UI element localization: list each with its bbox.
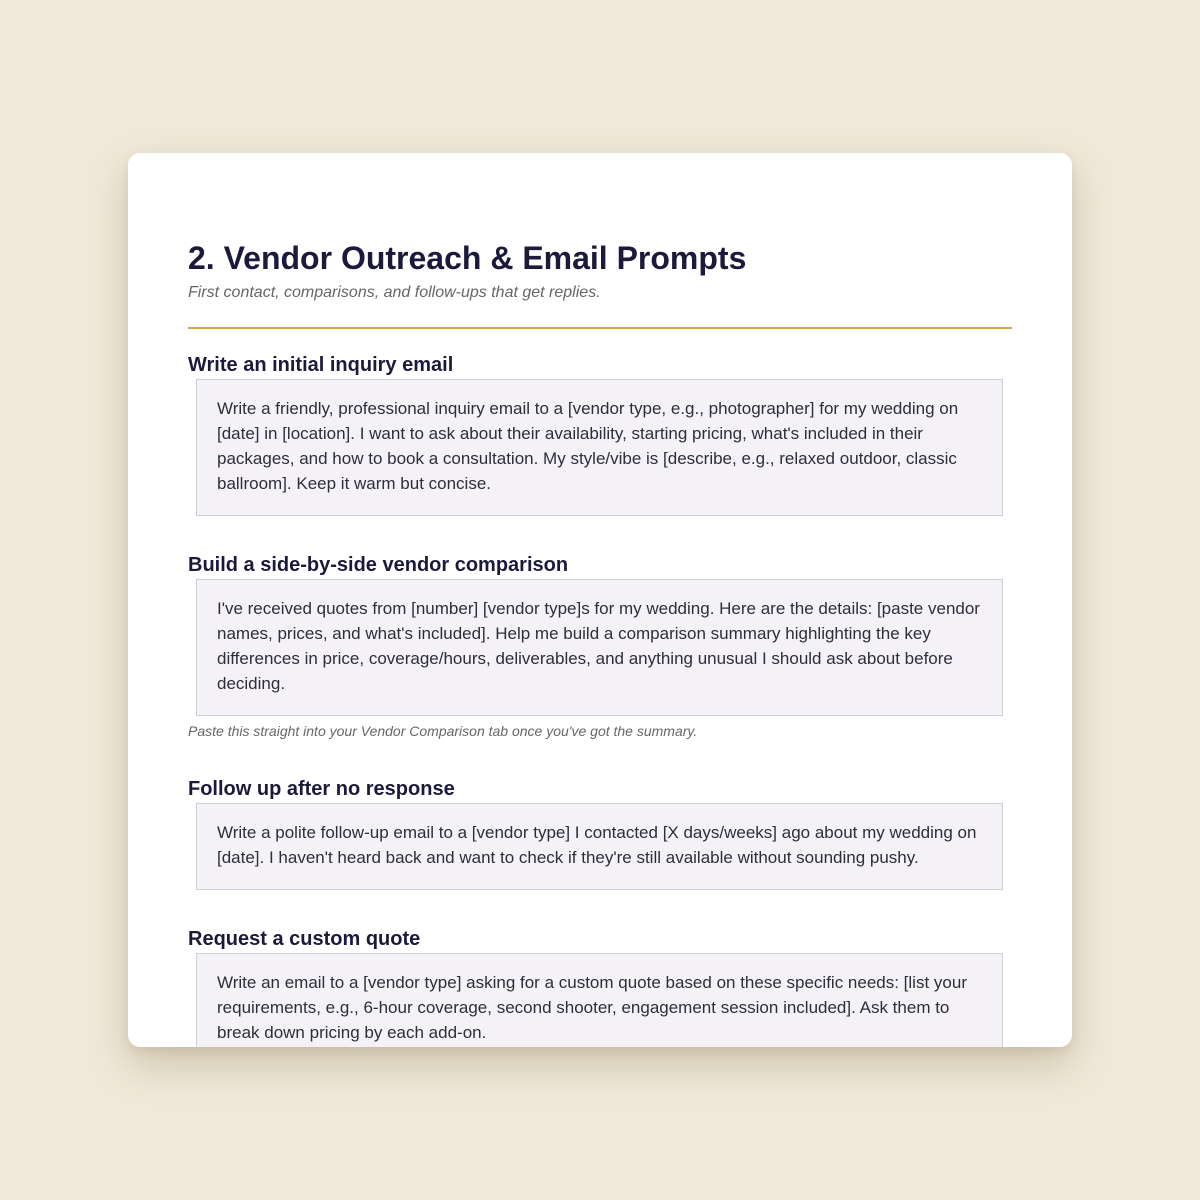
section-heading: Request a custom quote bbox=[188, 928, 421, 950]
section-divider bbox=[188, 327, 1012, 329]
prompt-box[interactable]: I've received quotes from [number] [vendor type]s for my wedding. Here are the details: [paste vendor names, prices, and what's included]. Help me build a comparison summary highlighting the key differences in price, coverage/hours, deliverables, and anything unusual I should ask about before deciding. bbox=[196, 579, 1003, 716]
page-subtitle: First contact, comparisons, and follow-ups that get replies. bbox=[188, 284, 601, 301]
section-follow-up bbox=[188, 777, 1012, 890]
document-card bbox=[128, 153, 1072, 1047]
page-title: 2. Vendor Outreach & Email Prompts bbox=[188, 240, 747, 276]
section-heading: Build a side-by-side vendor comparison bbox=[188, 554, 569, 576]
prompt-box[interactable]: Write a friendly, professional inquiry email to a [vendor type, e.g., photographer] for my wedding on [date] in [location]. I want to ask about their availability, starting pricing, what's included in their packages, and how to book a consultation. My style/vibe is [describe, e.g., relaxed outdoor, classic ballroom]. Keep it warm but concise. bbox=[196, 379, 1003, 516]
prompt-box[interactable]: Write an email to a [vendor type] asking for a custom quote based on these specific needs: [list your requirements, e.g., 6-hour coverage, second shooter, engagement session included]. Ask them to break down pricing by each add-on. bbox=[196, 953, 1003, 1047]
section-note: Paste this straight into your Vendor Comparison tab once you've got the summary. bbox=[188, 723, 698, 739]
prompt-box[interactable]: Write a polite follow-up email to a [vendor type] I contacted [X days/weeks] ago about my wedding on [date]. I haven't heard back and want to check if they're still available without sounding pushy. bbox=[196, 803, 1003, 890]
section-custom-quote bbox=[188, 927, 1012, 1047]
section-heading: Write an initial inquiry email bbox=[188, 354, 454, 376]
document-content bbox=[188, 239, 1012, 1042]
section-initial-inquiry bbox=[188, 353, 1012, 516]
section-heading: Follow up after no response bbox=[188, 778, 455, 800]
section-vendor-comparison bbox=[188, 553, 1012, 740]
